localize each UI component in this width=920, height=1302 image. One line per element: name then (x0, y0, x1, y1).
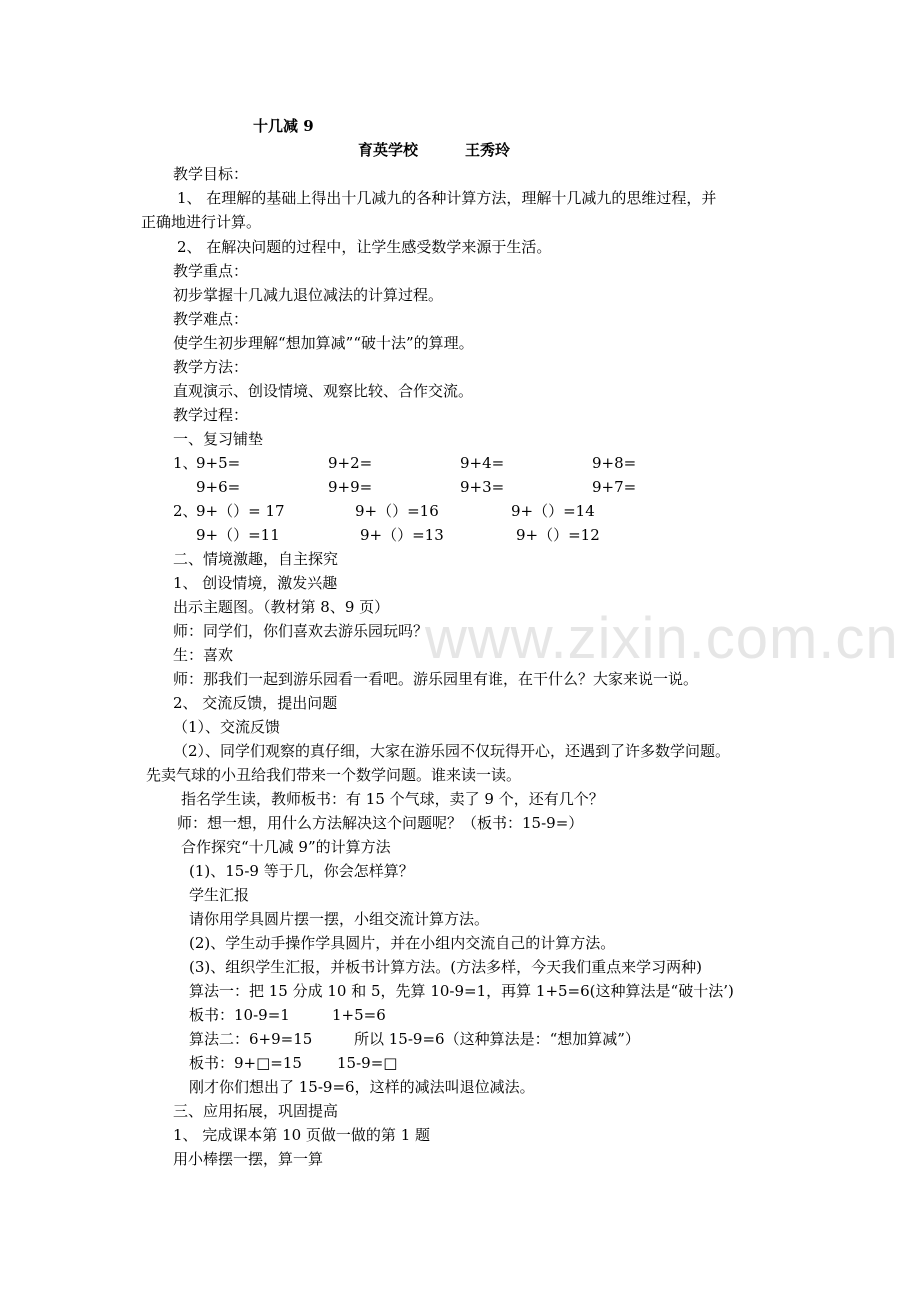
explore-line: （2）、同学们观察的真仔细，大家在游乐园不仅玩得开心，还遇到了许多数学问题。 (173, 742, 731, 760)
board-note: 1+5=6 (332, 1006, 386, 1024)
process-heading: 教学过程： (173, 406, 249, 424)
review-item: 9+4= (460, 454, 505, 472)
goals-heading: 教学目标： (173, 165, 249, 183)
review-row-1-prefix: 1、 (173, 454, 198, 472)
goal-1-line-2: 正确地进行计算。 (141, 213, 262, 231)
explore-line: 指名学生读，教师板书：有 15 个气球，卖了 9 个，还有几个？ (181, 790, 604, 808)
difficulty-text: 使学生初步理解“想加算减”“破十法”的算理。 (173, 334, 474, 352)
explore-line: 师：想一想，用什么方法解决这个问题呢？（板书：15-9=） (177, 814, 584, 832)
difficulty-heading: 教学难点： (173, 310, 249, 328)
explore-step-2: 2、 交流反馈，提出问题 (173, 694, 338, 712)
review-item: 9+（）=12 (516, 526, 600, 544)
explore-line: 出示主题图。（教材第 8、9 页） (173, 598, 390, 616)
review-row-3-prefix: 2、 (173, 502, 198, 520)
method-heading: 教学方法： (173, 358, 249, 376)
school-name: 育英学校 (358, 141, 419, 159)
explore-line: 请你用学具圆片摆一摆，小组交流计算方法。 (189, 910, 490, 928)
goal-2: 2、 在解决问题的过程中，让学生感受数学来源于生活。 (177, 238, 552, 256)
review-item: 9+6= (196, 478, 241, 496)
review-item: 9+3= (460, 478, 505, 496)
author-name: 王秀玲 (465, 141, 511, 159)
explore-line: (3)、组织学生汇报，并板书计算方法。(方法多样，今天我们重点来学习两种) (189, 958, 702, 976)
explore-line: (2)、学生动手操作学具圆片，并在小组内交流自己的计算方法。 (189, 934, 616, 952)
explore-line: 合作探究“十几减 9”的计算方法 (181, 838, 391, 856)
explore-line: （1）、交流反馈 (173, 718, 281, 736)
review-item: 9+7= (592, 478, 637, 496)
goal-1-line-1: 1、 在理解的基础上得出十几减九的各种计算方法，理解十几减九的思维过程，并 (177, 189, 717, 207)
explore-line: 学生汇报 (189, 886, 250, 904)
method-text: 直观演示、创设情境、观察比较、合作交流。 (173, 382, 474, 400)
apply-step-1: 1、 完成课本第 10 页做一做的第 1 题 (173, 1126, 431, 1144)
method-two-note: 所以 15-9=6（这种算法是：“想加算减”） (354, 1030, 640, 1048)
explore-line: 生：喜欢 (173, 646, 234, 664)
review-item: 9+（）= 17 (196, 502, 285, 520)
review-item: 9+（）=16 (355, 502, 439, 520)
board-note: 板书：10-9=1 (189, 1006, 290, 1024)
key-point-heading: 教学重点： (173, 262, 249, 280)
explore-line: 算法一：把 15 分成 10 和 5，先算 10-9=1，再算 1+5=6(这种算法是“破十法’) (189, 982, 734, 1000)
review-item: 9+5= (196, 454, 241, 472)
review-item: 9+（）=14 (511, 502, 595, 520)
key-point-text: 初步掌握十几减九退位减法的计算过程。 (173, 286, 444, 304)
review-item: 9+8= (592, 454, 637, 472)
explore-line: 刚才你们想出了 15-9=6，这样的减法叫退位减法。 (189, 1078, 535, 1096)
explore-line: 师：同学们，你们喜欢去游乐园玩吗？ (173, 622, 429, 640)
apply-heading: 三、应用拓展，巩固提高 (173, 1102, 339, 1120)
explore-step-1: 1、 创设情境，激发兴趣 (173, 574, 338, 592)
board-note: 板书：9+□=15 (189, 1054, 302, 1072)
explore-line: (1)、15-9 等于几，你会怎样算？ (189, 862, 414, 880)
board-note: 15-9=□ (337, 1054, 398, 1072)
explore-line: 师：那我们一起到游乐园看一看吧。游乐园里有谁，在干什么？大家来说一说。 (173, 670, 699, 688)
review-heading: 一、复习铺垫 (173, 430, 264, 448)
review-item: 9+（）=13 (360, 526, 444, 544)
watermark: www.zixin.com.cn (425, 606, 899, 671)
method-two: 算法二：6+9=15 (189, 1030, 313, 1048)
apply-line: 用小棒摆一摆，算一算 (173, 1150, 324, 1168)
explore-heading: 二、情境激趣，自主探究 (173, 550, 339, 568)
review-item: 9+9= (328, 478, 373, 496)
document-title: 十几减 9 (253, 117, 314, 135)
explore-line: 先卖气球的小丑给我们带来一个数学问题。谁来读一读。 (146, 766, 522, 784)
review-item: 9+（）=11 (196, 526, 280, 544)
review-item: 9+2= (328, 454, 373, 472)
